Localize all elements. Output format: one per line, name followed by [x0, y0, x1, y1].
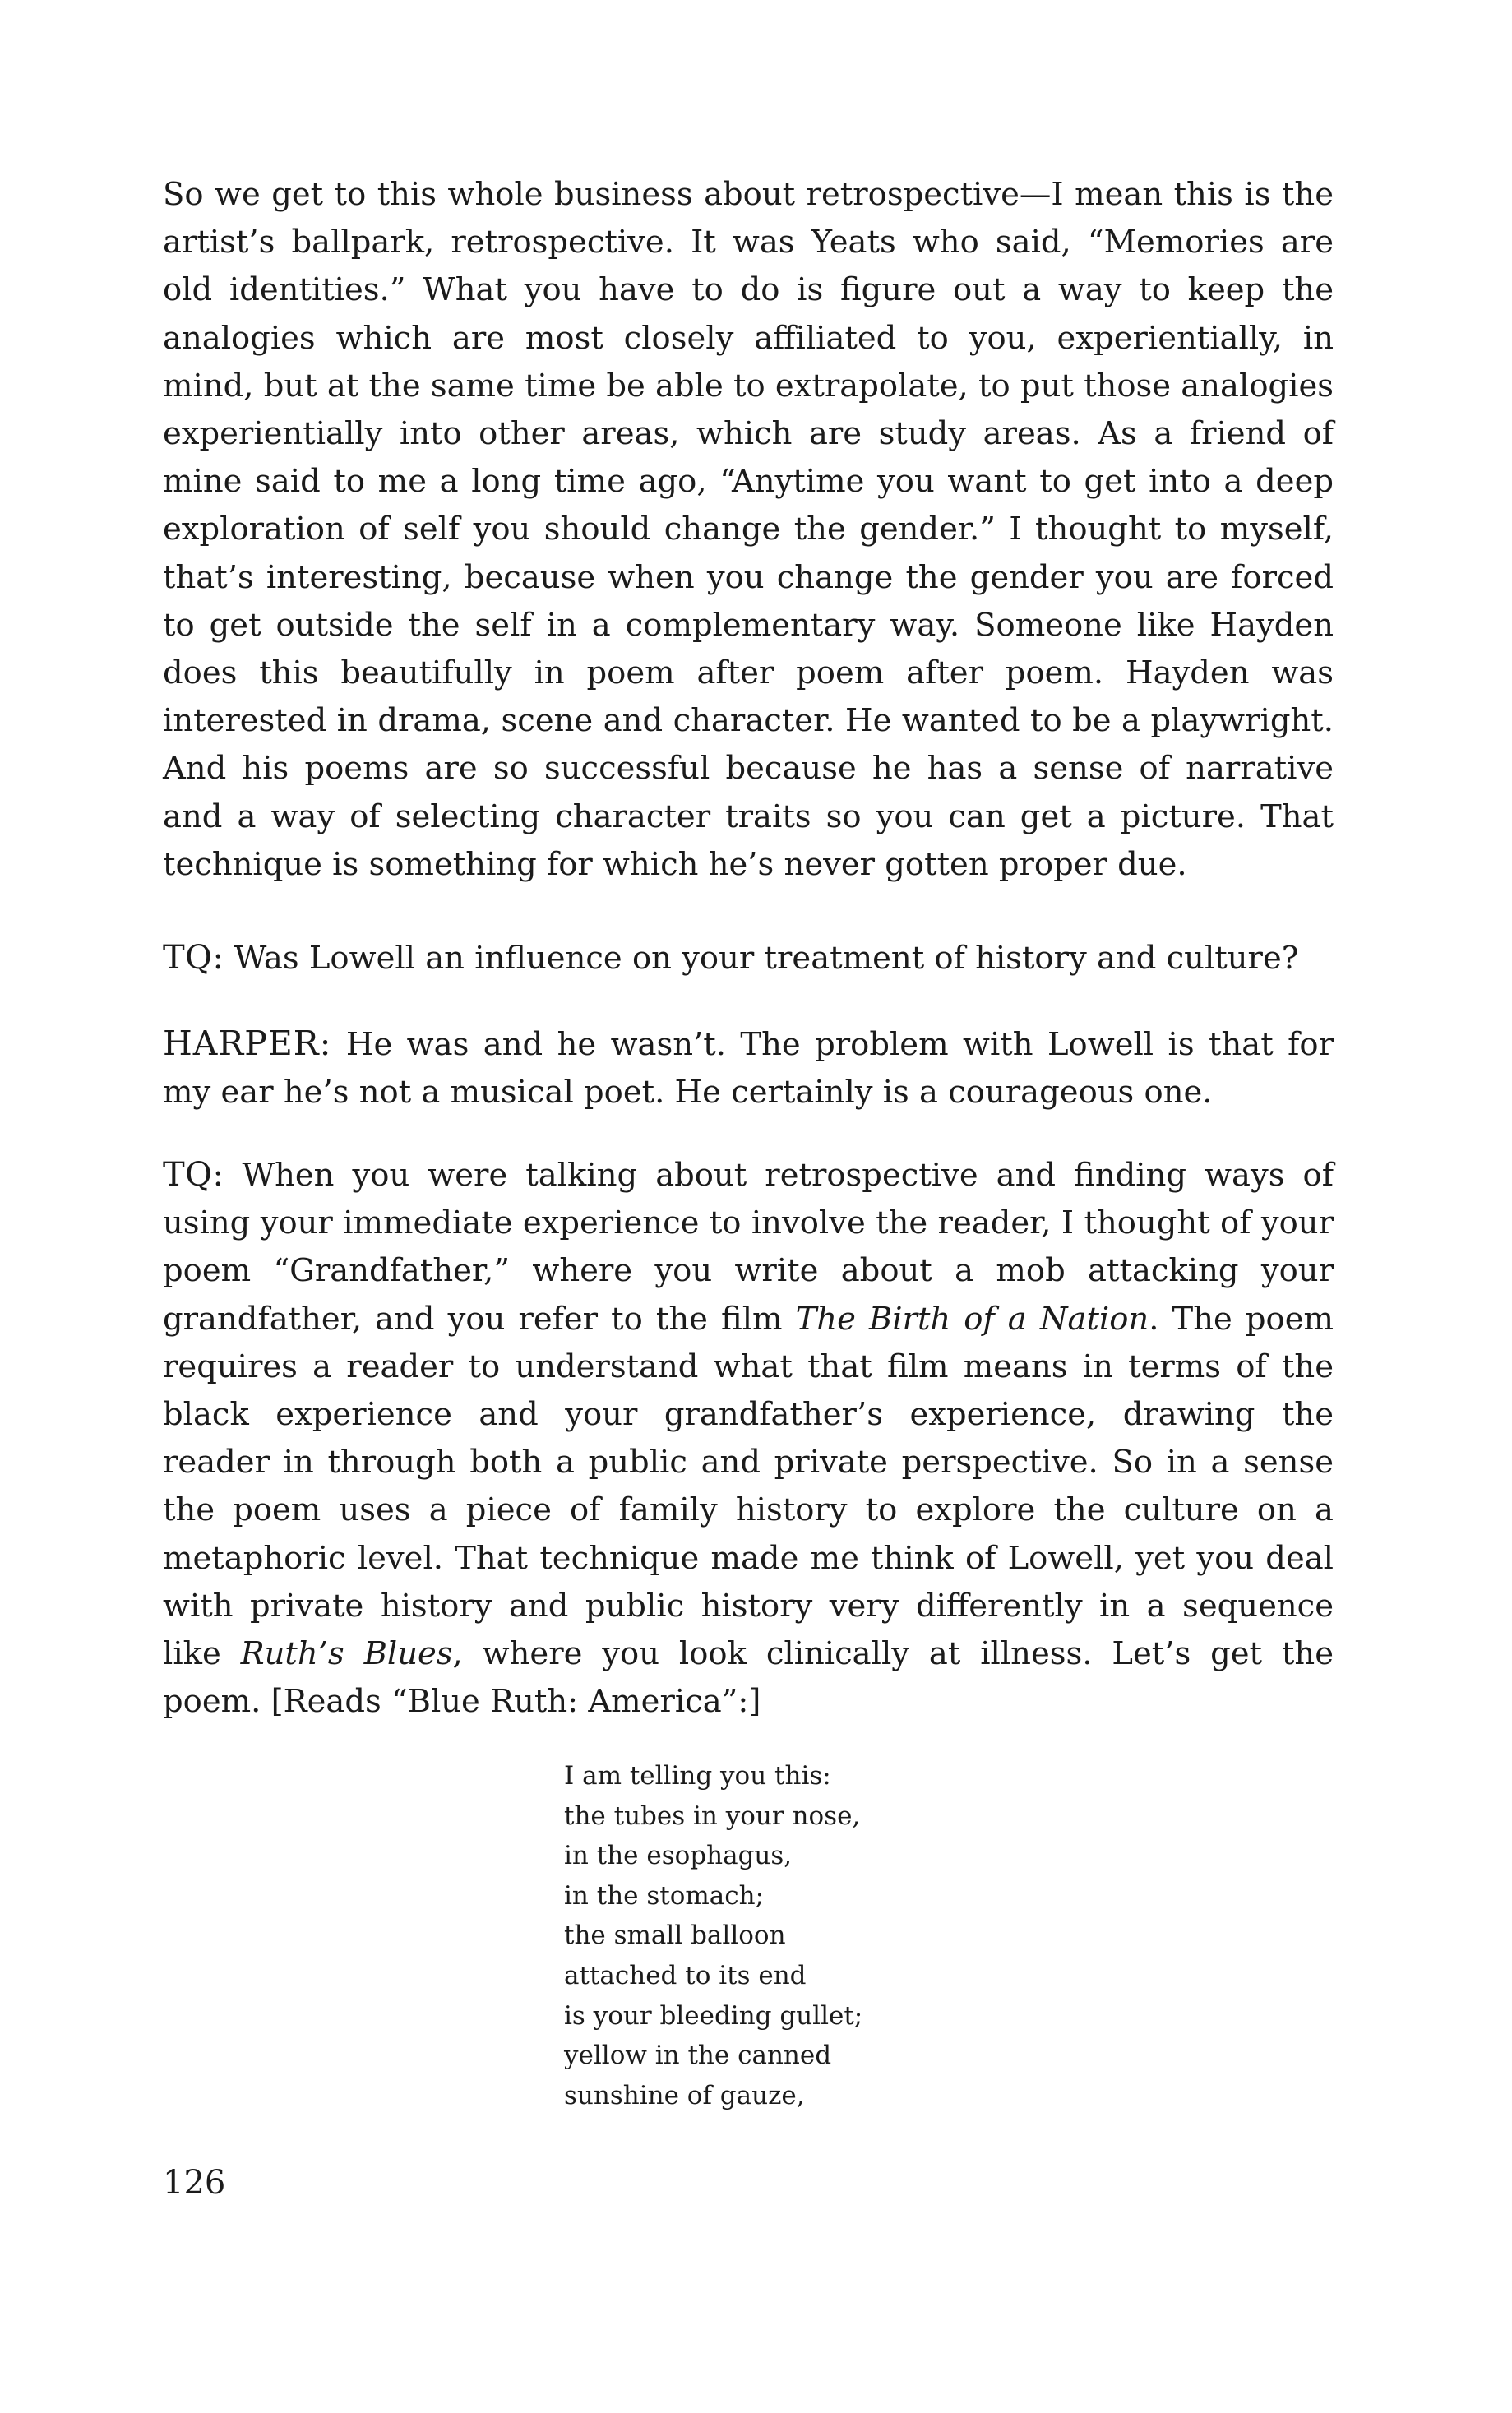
- poem-line: in the stomach;: [564, 1880, 765, 1911]
- film-title: The Birth of a Nation: [795, 1300, 1149, 1338]
- answer-text: He was and he wasn’t. The problem with Lowell is that for my ear he’s not a musical poet. He certainly is a courageous one.: [163, 1026, 1334, 1112]
- question-paragraph: [163, 934, 1334, 982]
- sequence-title: Ruth’s Blues: [240, 1635, 453, 1673]
- poem-line: the tubes in your nose,: [564, 1801, 861, 1831]
- page-number: 126: [163, 2164, 226, 2202]
- speaker-label-tq: TQ:: [163, 1156, 224, 1194]
- poem-excerpt: [564, 1756, 862, 2115]
- answer-harper-lowell: [163, 1019, 1334, 1116]
- poem-line: the small balloon: [564, 1921, 786, 1951]
- question-text-part-2: . The poem requires a reader to understand what that film means in terms of the black experience and your grandfather’s experience, drawing the reader in through both a public and private perspective. So in a sense the poem uses a piece of family history to explore the culture on a metaphoric level. That technique made me think of Lowell, yet you deal with private history and public history very differently in a sequence like: [163, 1300, 1334, 1673]
- question-text-part-1: When you were talking about retrospective and finding ways of using your immediate experience to involve the reader, I thought of your poem “Grandfather,” where you write about a mob attacking your grandfather, and you refer to the film: [163, 1157, 1334, 1338]
- poem-line: I am telling you this:: [564, 1761, 831, 1791]
- question-text: Was Lowell an influence on your treatment of history and culture?: [224, 940, 1299, 977]
- poem-line: is your bleeding gullet;: [564, 2000, 863, 2031]
- question-retrospective: [163, 1151, 1334, 1726]
- poem-line: sunshine of gauze,: [564, 2080, 805, 2110]
- question-lowell-influence: [163, 934, 1334, 982]
- poem-line: attached to its end: [564, 1960, 807, 1990]
- question-text-part-3: , where you look clinically at illness. Let’s get the poem. [Reads “Blue Ruth: America”:]: [163, 1635, 1334, 1721]
- paragraph-answer-continuation: [163, 171, 1334, 889]
- poem-line: yellow in the canned: [564, 2041, 832, 2071]
- question-paragraph: [163, 1151, 1334, 1726]
- poem-line: in the esophagus,: [564, 1841, 793, 1871]
- paragraph-text: So we get to this whole business about retrospective—I mean this is the artist’s ballpark, retrospective. It was Yeats who said, “Memories are old identities.” What you have to do is figure out a way to keep the analogies which are most closely affiliated to you, experientially, in mind, but at the same time be able to extrapolate, to put those analogies experientially into other areas, which are study areas. As a friend of mine said to me a long time ago, “Anytime you want to get into a deep exploration of self you should change the gender.” I thought to myself, that’s interesting, because when you change the gender you are forced to get outside the self in a complementary way. Someone like Hayden does this beautifully in poem after poem after poem. Hayden was interested in drama, scene and character. He wanted to be a playwright. And his poems are so successful because he has a sense of narrative and a way of selecting character traits so you can get a picture. That technique is something for which he’s never gotten proper due.: [163, 176, 1334, 883]
- answer-paragraph: [163, 1019, 1334, 1116]
- speaker-label-harper: HARPER:: [163, 1024, 332, 1063]
- speaker-label-tq: TQ:: [163, 939, 224, 977]
